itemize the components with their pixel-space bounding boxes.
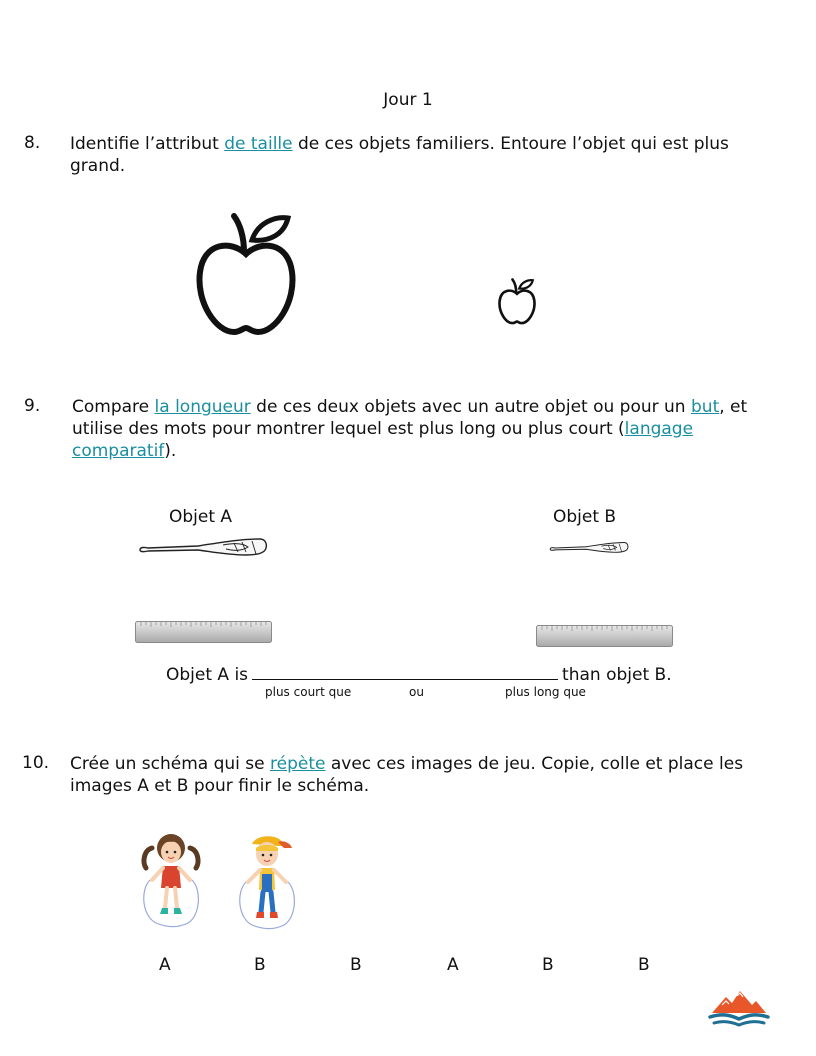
boy-jump-rope-icon[interactable] [234, 830, 300, 930]
large-apple-icon[interactable] [196, 212, 296, 337]
q8-text-b: de ces objets familiers. Entoure l’objet qui est plus grand. [70, 134, 729, 176]
choice-plus-long-que[interactable]: plus long que [505, 685, 586, 699]
comparison-sentence [166, 663, 672, 685]
question-8-text [70, 133, 770, 177]
q9-link-but[interactable]: but [691, 397, 720, 417]
choice-plus-court-que[interactable]: plus court que [265, 685, 352, 699]
q9-text-c: , et utilise des mots pour montrer lequel est plus long ou plus court ( [72, 397, 748, 439]
sentence-start: Objet A is [166, 665, 249, 685]
q8-text-a: Identifie l’attribut [70, 134, 225, 154]
q8-link-de-taille[interactable]: de taille [224, 134, 293, 154]
answer-blank[interactable] [252, 663, 558, 680]
sentence-end: than objet B. [562, 665, 672, 685]
object-b-label: Objet B [553, 507, 617, 527]
pattern-item: A [447, 955, 459, 975]
question-9-text [72, 396, 772, 462]
girl-jump-rope-icon[interactable] [138, 828, 204, 928]
q9-text-a: Compare [72, 397, 155, 417]
pattern-item: B [350, 955, 362, 975]
small-apple-icon[interactable] [498, 278, 536, 325]
pattern-item: B [542, 955, 554, 975]
ruler-a-icon[interactable] [135, 621, 272, 643]
pattern-item: A [159, 955, 171, 975]
question-10-text [70, 753, 770, 797]
q10-text-b: avec ces images de jeu. Copie, colle et place les images A et B pour finir le schéma. [70, 754, 744, 796]
q9-text-d: ). [164, 441, 177, 461]
object-a-label: Objet A [169, 507, 233, 527]
q9-link-langage-comparatif[interactable]: langage comparatif [72, 419, 694, 461]
pattern-item: B [638, 955, 650, 975]
q9-text-b: de ces deux objets avec un autre objet ou pour un [250, 397, 691, 417]
mountain-logo-icon [708, 987, 770, 1029]
q10-text-a: Crée un schéma qui se [70, 754, 270, 774]
bat-b-icon[interactable] [549, 541, 629, 555]
page-title: Jour 1 [383, 90, 433, 110]
q9-link-la-longueur[interactable]: la longueur [154, 397, 251, 417]
bat-a-icon[interactable] [138, 537, 268, 559]
question-9-number: 9. [24, 396, 41, 416]
choice-or: ou [409, 685, 424, 699]
ruler-b-icon[interactable] [536, 625, 673, 647]
q10-link-repete[interactable]: répète [270, 754, 326, 774]
pattern-item: B [254, 955, 266, 975]
question-8-number: 8. [24, 133, 41, 153]
question-10-number: 10. [22, 753, 50, 773]
